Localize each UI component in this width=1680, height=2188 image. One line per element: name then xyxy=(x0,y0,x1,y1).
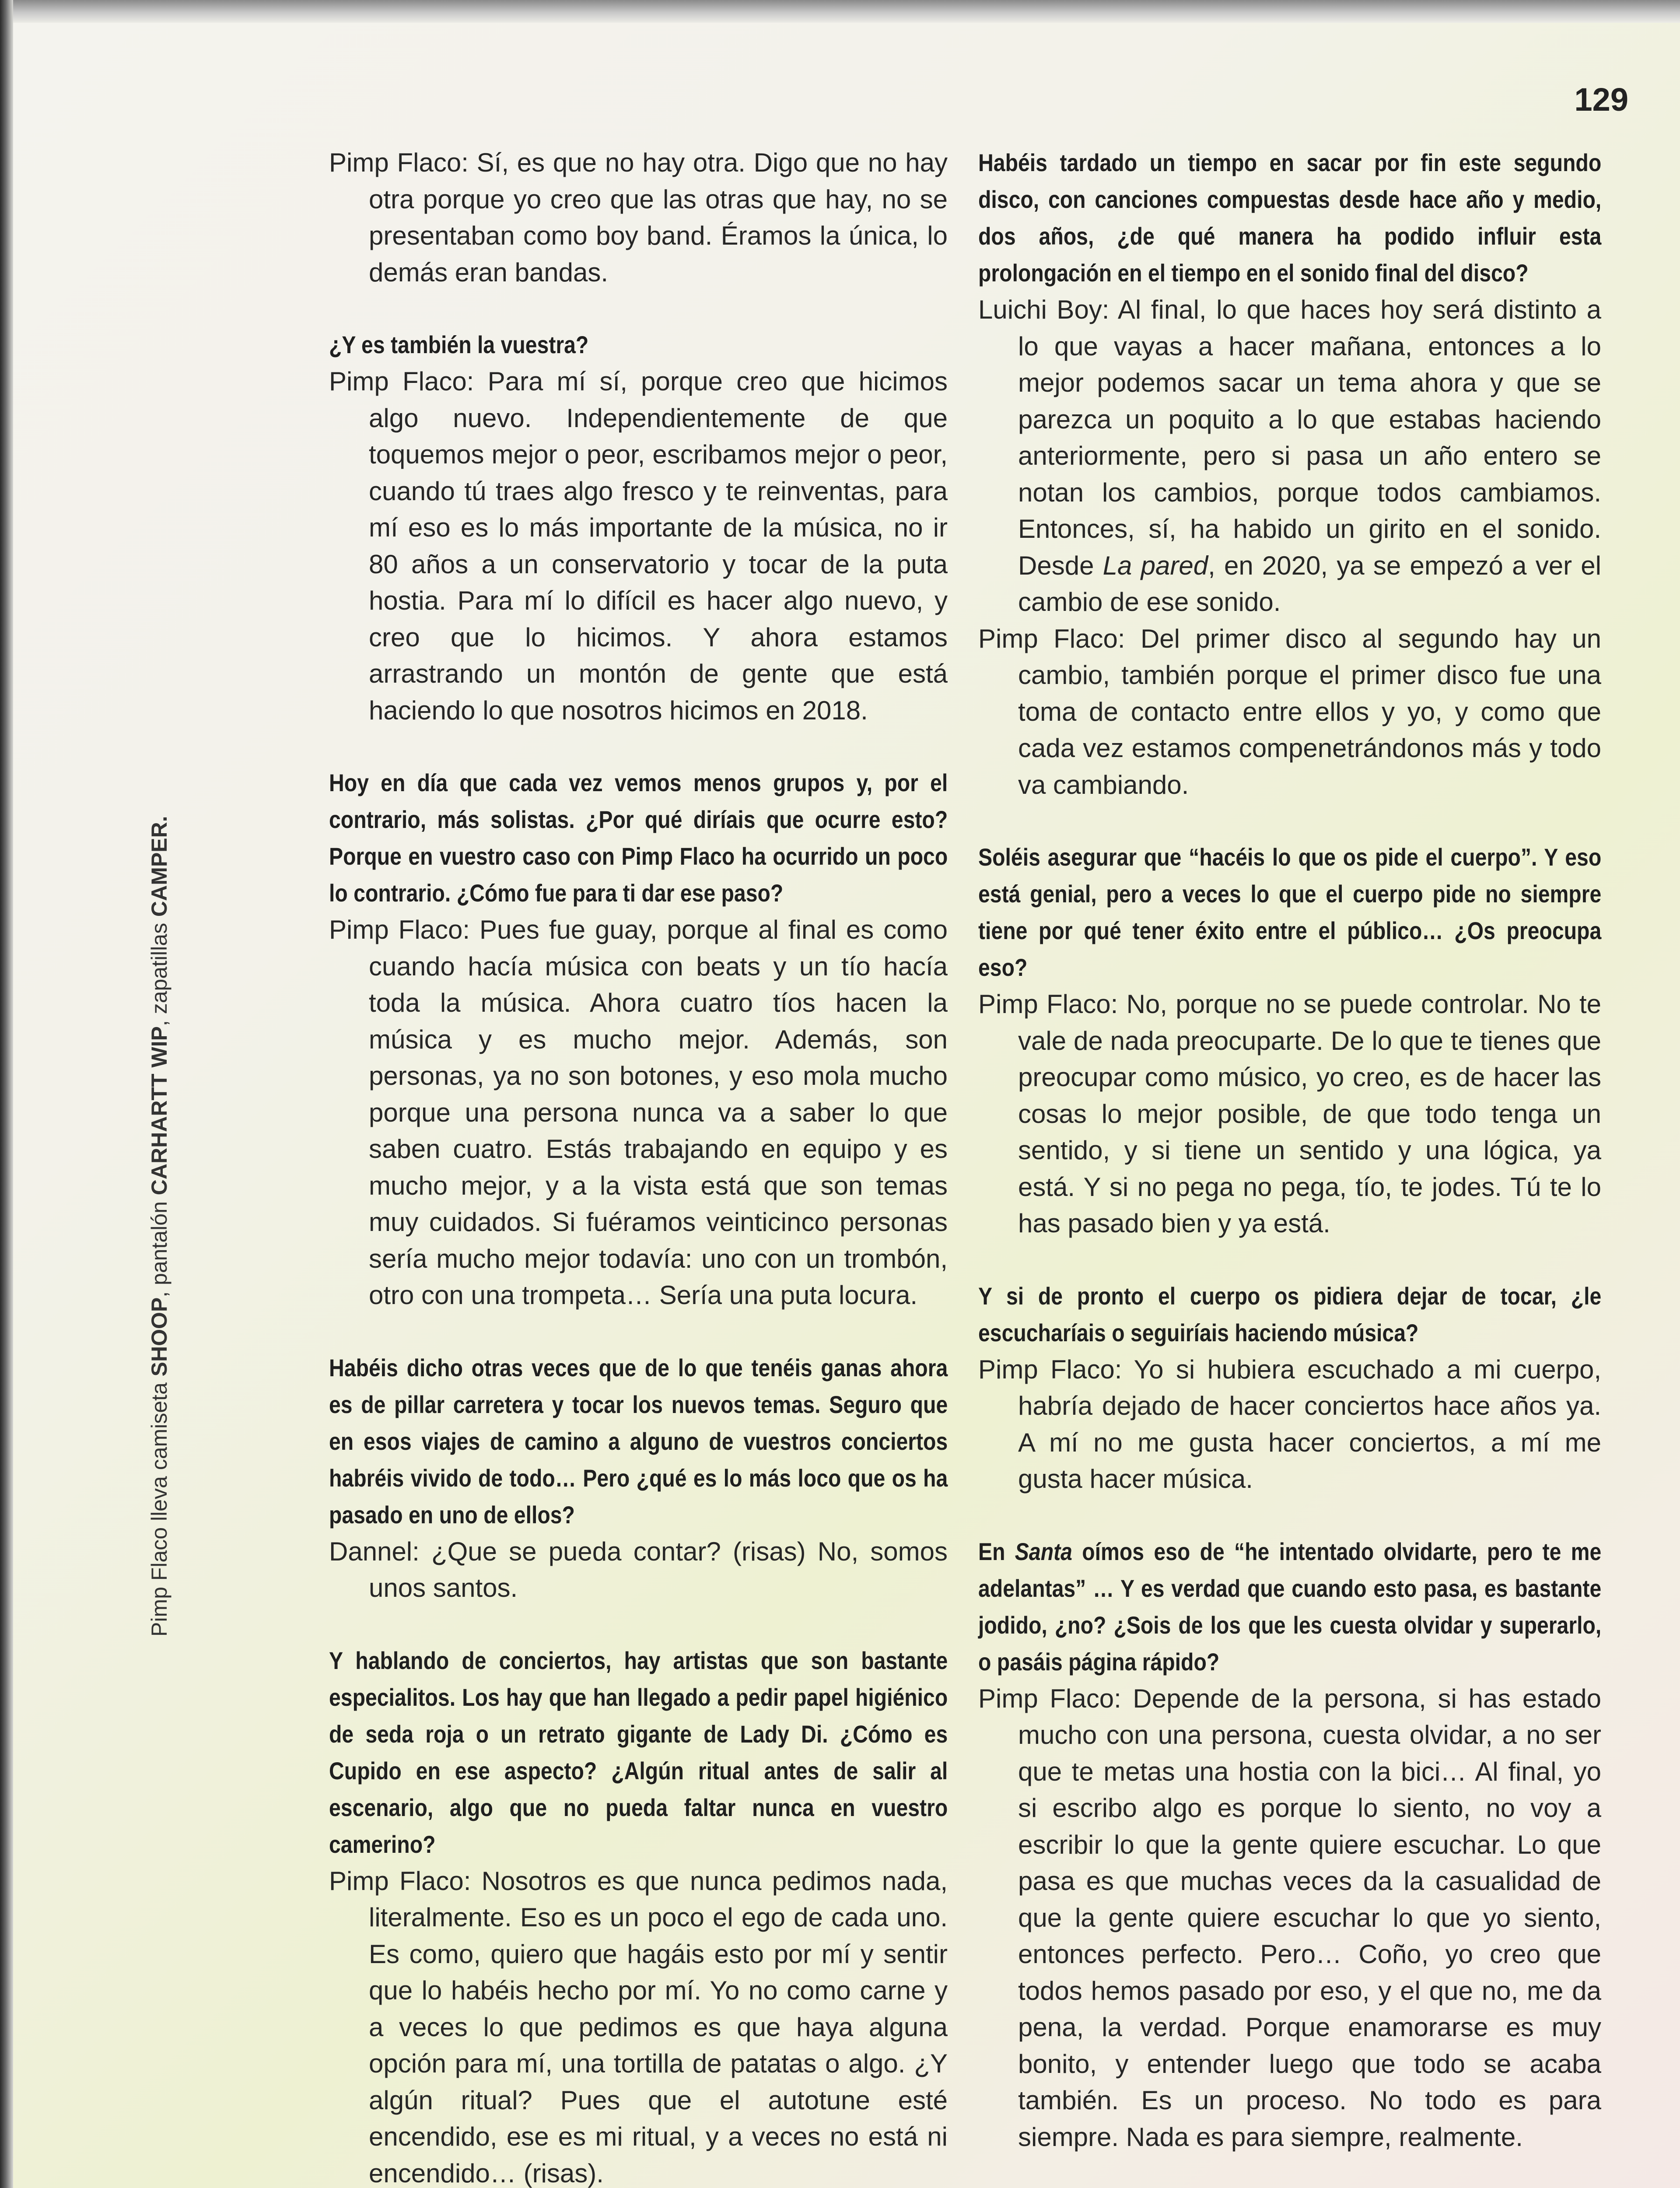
answer-paragraph: Pimp Flaco: Pues fue guay, porque al final es como cuando hacía música con beats y un tío hacía toda la música. Ahora cuatro tíos hacen la música y es mucho mejor. Además, son personas, ya no son botones, y eso mola mucho porque una persona nunca va a saber lo que saben cuatro. Estás trabajando en equipo y es mucho mejor, y a la vista está que son temas muy cuidados. Si fuéramos veinticinco personas sería mucho mejor todavía: uno con un trombón, otro con una trompeta… Sería una puta locura. xyxy=(329,915,948,1310)
answer-paragraph: Pimp Flaco: Para mí sí, porque creo que hicimos algo nuevo. Independientemente de que toquemos mejor o peor, escribamos mejor o peor, cuando tú traes algo fresco y te reinventas, para mí eso es lo más importante de la música, no ir 80 años a un conservatorio y tocar de la puta hostia. Para mí lo difícil es hacer algo nuevo, y creo que lo hicimos. Y ahora estamos arrastrando un montón de gente que está haciendo lo que nosotros hicimos en 2018. xyxy=(329,367,948,725)
page-number: 129 xyxy=(1574,81,1628,118)
answer-paragraph: Pimp Flaco: No, porque no se puede controlar. No te vale de nada preocuparte. De lo que te tienes que preocupar como músico, yo creo, es de hacer las cosas lo mejor posible, de que todo tenga un sentido, y si tiene un sentido y una lógica, ya está. Y si no pega no pega, tío, te jodes. Tú te lo has pasado bien y ya está. xyxy=(978,989,1601,1238)
page-left-edge xyxy=(0,0,13,2188)
question-paragraph: Y hablando de conciertos, hay artistas que son bastante especialitos. Los hay que han llegado a pedir papel higiénico de seda roja o un retrato gigante de Lady Di. ¿Cómo es Cupido en ese aspecto? ¿Algún ritual antes de salir al escenario, algo que no pueda faltar nunca en vuestro camerino? xyxy=(329,1646,948,1858)
answer-paragraph: Pimp Flaco: Yo si hubiera escuchado a mi cuerpo, habría dejado de hacer conciertos hace años ya. A mí no me gusta hacer conciertos, a mí me gusta hacer música. xyxy=(978,1354,1601,1494)
question-paragraph: Habéis dicho otras veces que de lo que tenéis ganas ahora es de pillar carretera y tocar los nuevos temas. Seguro que en esos viajes de camino a alguno de vuestros conciertos habréis vivido de todo… Pero ¿qué es lo más loco que os ha pasado en uno de ellos? xyxy=(329,1353,948,1529)
answer-paragraph: Pimp Flaco: Depende de la persona, si has estado mucho con una persona, cuesta olvidar, a no ser que te metas una hostia con la bici… Al final, yo si escribo algo es porque lo siento, no voy a escribir lo que la gente quiere escuchar. Lo que pasa es que muchas veces da la casualidad de que la gente quiere escuchar lo que yo siento, entonces perfecto. Pero… Coño, yo creo que todos hemos pasado por eso, y el que no, me da pena, la verdad. Porque enamorarse es muy bonito, y entender luego que todo se acaba también. Es un proceso. No todo es para siempre. Nada es para siempre, realmente. xyxy=(978,1683,1601,2152)
question-paragraph: Y si de pronto el cuerpo os pidiera dejar de tocar, ¿le escucharíais o seguiríais haciendo música? xyxy=(978,1282,1602,1346)
question-paragraph: Hoy en día que cada vez vemos menos grupos y, por el contrario, más solistas. ¿Por qué diríais que ocurre esto? Porque en vuestro caso con Pimp Flaco ha ocurrido un poco lo contrario. ¿Cómo fue para ti dar ese paso? xyxy=(329,769,948,907)
question-paragraph: En Santa oímos eso de “he intentado olvidarte, pero te me adelantas” … Y es verdad que cuando esto pasa, es bastante jodido, ¿no? ¿Sois de los que les cuesta olvidar y superarlo, o pasáis página rápido? xyxy=(978,1537,1602,1676)
question-paragraph: ¿Y es también la vuestra? xyxy=(329,331,589,358)
answer-paragraph: Dannel: ¿Que se pueda contar? (risas) No, somos unos santos. xyxy=(329,1536,948,1602)
answer-paragraph: Pimp Flaco: Sí, es que no hay otra. Digo que no hay otra porque yo creo que las otras que hay, no se presentaban como boy band. Éramos la única, lo demás eran bandas. xyxy=(329,148,948,287)
answer-paragraph: Pimp Flaco: Nosotros es que nunca pedimos nada, literalmente. Eso es un poco el ego de cada uno. Es como, quiero que hagáis esto por mí y sentir que lo habéis hecho por mí. Yo no como carne y a veces lo que pedimos es que haya alguna opción para mí, una tortilla de patatas o algo. ¿Y algún ritual? Pues que el autotune esté encendido, ese es mi ritual, y a veces no está ni encendido… (risas). xyxy=(329,1866,948,2188)
page-top-edge xyxy=(0,0,1680,23)
question-paragraph: Habéis tardado un tiempo en sacar por fin este segundo disco, con canciones compuestas desde hace año y medio, dos años, ¿de qué manera ha podido influir esta prolongación en el tiempo en el sonido final del disco? xyxy=(978,149,1602,287)
photo-credit: Pimp Flaco lleva camiseta SHOOP, pantalón CARHARTT WIP, zapatillas CAMPER. xyxy=(147,816,172,1637)
answer-paragraph: Pimp Flaco: Del primer disco al segundo hay un cambio, también porque el primer disco fue una toma de contacto entre ellos y yo, y como que cada vez estamos compenetrándonos más y todo va cambiando. xyxy=(978,624,1601,799)
left-column xyxy=(329,144,948,2188)
question-paragraph: Soléis asegurar que “hacéis lo que os pide el cuerpo”. Y eso está genial, pero a veces lo que el cuerpo pide no siempre tiene por qué tener éxito entre el público… ¿Os preocupa eso? xyxy=(978,843,1602,981)
right-column xyxy=(978,144,1601,2188)
answer-paragraph: Luichi Boy: Al final, lo que haces hoy será distinto a lo que vayas a hacer mañana, entonces a lo mejor podemos sacar un tema ahora y que se parezca un poquito a lo que estabas haciendo anteriormente, pero si pasa un año entero se notan los cambios, porque todos cambiamos. Entonces, sí, ha habido un girito en el sonido. Desde La pared, en 2020, ya se empezó a ver el cambio de ese sonido. xyxy=(978,295,1601,617)
